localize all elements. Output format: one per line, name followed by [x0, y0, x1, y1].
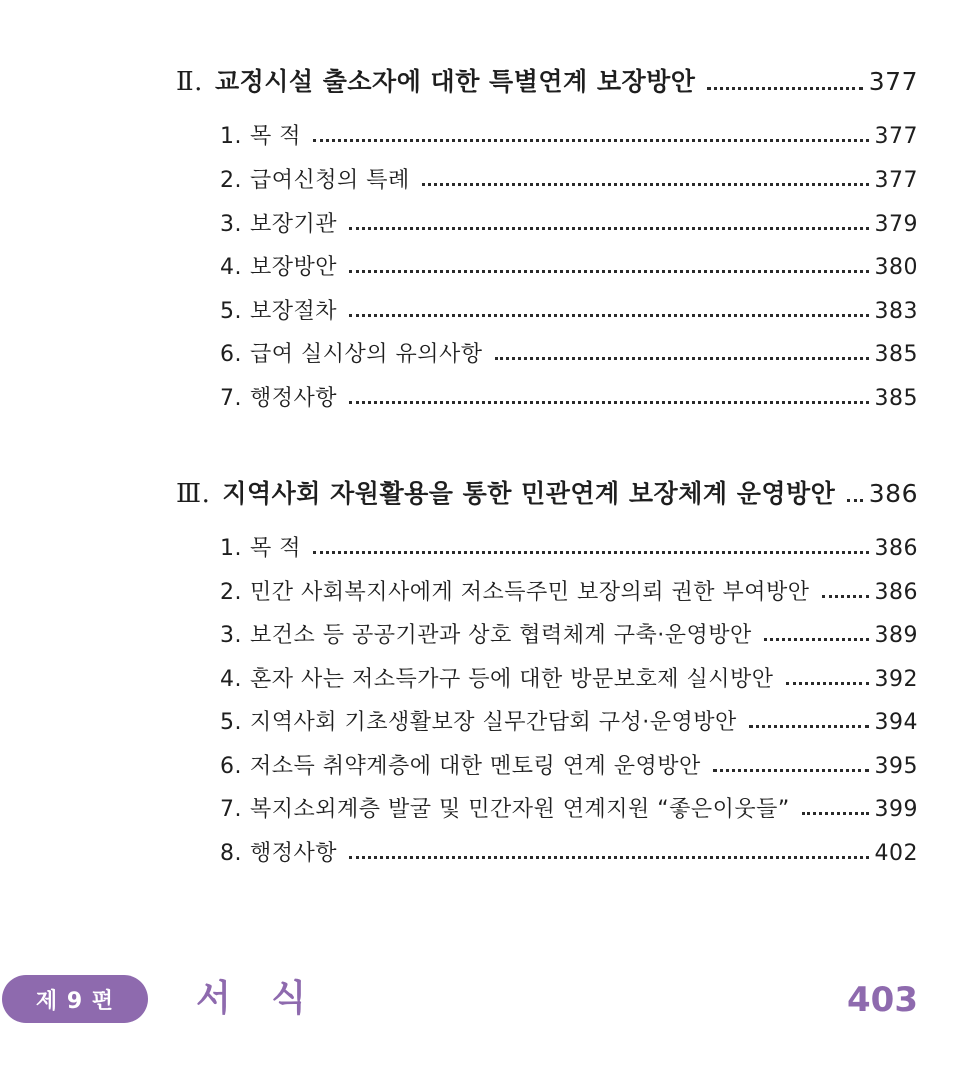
item-number: 5. — [220, 299, 242, 324]
item-number: 5. — [220, 710, 242, 735]
item-number: 7. — [220, 386, 242, 411]
toc-item[interactable] — [220, 836, 918, 867]
item-number: 2. — [220, 168, 242, 193]
item-page-number: 386 — [874, 580, 918, 605]
item-label: 목 적 — [250, 124, 301, 149]
item-number: 6. — [220, 754, 242, 779]
toc-item[interactable] — [220, 207, 918, 238]
dot-leader — [764, 638, 869, 641]
part-badge: 제 9 편 — [2, 975, 148, 1023]
part-title: 서 식 — [196, 978, 321, 1019]
item-label: 행정사항 — [250, 841, 338, 866]
toc-item[interactable] — [220, 618, 918, 649]
item-label: 급여신청의 특례 — [250, 168, 410, 193]
item-label: 지역사회 기초생활보장 실무간담회 구성·운영방안 — [250, 710, 737, 735]
item-label: 급여 실시상의 유의사항 — [250, 342, 483, 367]
toc-item[interactable] — [220, 705, 918, 736]
toc-section-heading[interactable] — [176, 62, 918, 98]
section-title: 교정시설 출소자에 대한 특별연계 보장방안 — [214, 67, 696, 96]
dot-leader — [349, 227, 868, 230]
dot-leader — [713, 769, 869, 772]
dot-leader — [313, 551, 869, 554]
dot-leader — [786, 682, 869, 685]
dot-leader — [822, 595, 869, 598]
dot-leader — [749, 725, 869, 728]
section-numeral: Ⅲ. — [176, 479, 211, 509]
item-page-number: 386 — [874, 536, 918, 561]
item-label: 복지소외계층 발굴 및 민간자원 연계지원 “좋은이웃들” — [250, 797, 790, 822]
toc-item[interactable] — [220, 163, 918, 194]
dot-leader — [847, 499, 862, 502]
item-page-number: 377 — [874, 168, 918, 193]
toc-item[interactable] — [220, 749, 918, 780]
item-label: 보장절차 — [250, 299, 338, 324]
toc-section-heading[interactable] — [176, 474, 918, 510]
dot-leader — [422, 183, 869, 186]
section-title: 지역사회 자원활용을 통한 민관연계 보장체계 운영방안 — [222, 479, 836, 508]
toc-item[interactable] — [220, 250, 918, 281]
dot-leader — [349, 401, 868, 404]
item-page-number: 385 — [874, 342, 918, 367]
item-number: 6. — [220, 342, 242, 367]
toc-item[interactable] — [220, 119, 918, 150]
part-heading[interactable] — [0, 975, 958, 1027]
item-number: 4. — [220, 667, 242, 692]
item-number: 7. — [220, 797, 242, 822]
item-page-number: 392 — [874, 667, 918, 692]
item-label: 혼자 사는 저소득가구 등에 대한 방문보호제 실시방안 — [250, 667, 774, 692]
section-page-number: 377 — [868, 67, 918, 96]
item-label: 행정사항 — [250, 386, 338, 411]
toc-item[interactable] — [220, 381, 918, 412]
toc-item[interactable] — [220, 792, 918, 823]
item-page-number: 395 — [874, 754, 918, 779]
dot-leader — [707, 87, 862, 90]
dot-leader — [349, 270, 868, 273]
toc-item[interactable] — [220, 294, 918, 325]
item-number: 3. — [220, 212, 242, 237]
item-label: 보건소 등 공공기관과 상호 협력체계 구축·운영방안 — [250, 623, 752, 648]
item-number: 1. — [220, 124, 242, 149]
item-number: 8. — [220, 841, 242, 866]
item-page-number: 380 — [874, 255, 918, 280]
item-page-number: 394 — [874, 710, 918, 735]
section-numeral: Ⅱ. — [176, 67, 203, 97]
item-label: 보장기관 — [250, 212, 338, 237]
item-page-number: 402 — [874, 841, 918, 866]
toc-item[interactable] — [220, 575, 918, 606]
dot-leader — [495, 357, 869, 360]
item-page-number: 377 — [874, 124, 918, 149]
item-label: 목 적 — [250, 536, 301, 561]
item-page-number: 399 — [874, 797, 918, 822]
item-label: 저소득 취약계층에 대한 멘토링 연계 운영방안 — [250, 754, 701, 779]
item-label: 민간 사회복지사에게 저소득주민 보장의뢰 권한 부여방안 — [250, 580, 810, 605]
part-page-number: 403 — [847, 980, 918, 1020]
item-page-number: 385 — [874, 386, 918, 411]
dot-leader — [349, 856, 868, 859]
dot-leader — [349, 314, 868, 317]
item-number: 1. — [220, 536, 242, 561]
item-number: 2. — [220, 580, 242, 605]
item-page-number: 379 — [874, 212, 918, 237]
item-number: 3. — [220, 623, 242, 648]
toc-item[interactable] — [220, 662, 918, 693]
dot-leader — [313, 139, 869, 142]
toc-item[interactable] — [220, 337, 918, 368]
dot-leader — [802, 812, 869, 815]
item-page-number: 389 — [874, 623, 918, 648]
toc-item[interactable] — [220, 531, 918, 562]
section-page-number: 386 — [868, 479, 918, 508]
item-page-number: 383 — [874, 299, 918, 324]
item-label: 보장방안 — [250, 255, 338, 280]
item-number: 4. — [220, 255, 242, 280]
